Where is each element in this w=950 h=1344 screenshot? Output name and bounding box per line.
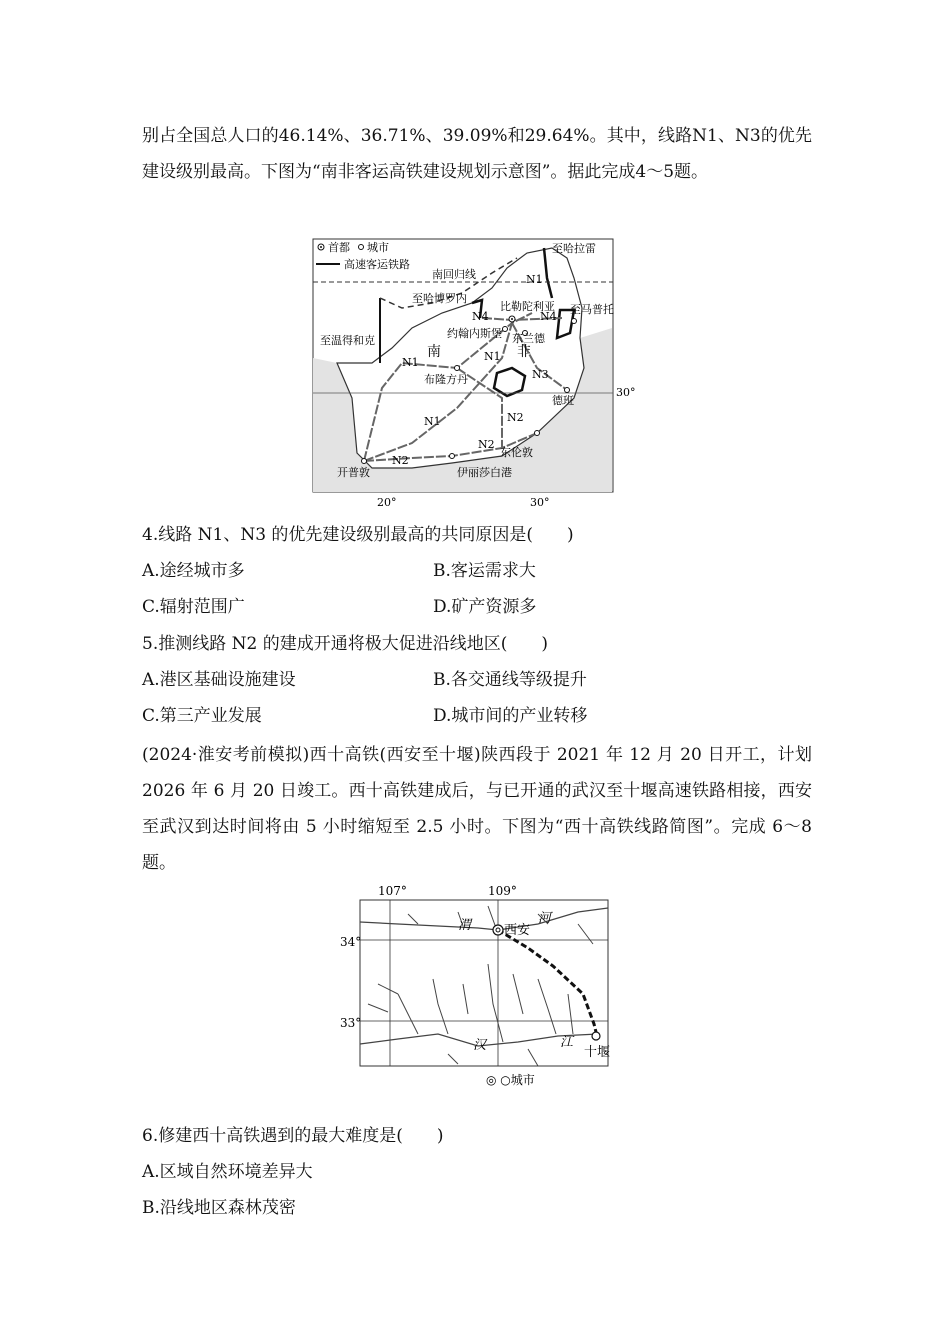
svg-text:约翰内斯堡: 约翰内斯堡 [447, 327, 502, 340]
q4-option-b[interactable]: B.客运需求大 [433, 561, 536, 581]
q4-option-a[interactable]: A.途经城市多 [142, 561, 245, 581]
q5-option-d[interactable]: D.城市间的产业转移 [433, 706, 588, 726]
svg-text:至马普托: 至马普托 [570, 303, 614, 316]
xi-shi-rail-map [338, 884, 618, 1094]
svg-text:34°: 34° [340, 935, 362, 949]
svg-text:至哈博罗内: 至哈博罗内 [412, 292, 467, 305]
svg-text:高速客运铁路: 高速客运铁路 [344, 258, 410, 271]
svg-text:20°: 20° [377, 496, 397, 509]
svg-text:N4: N4 [540, 310, 557, 323]
svg-text:德班: 德班 [552, 394, 574, 407]
svg-text:N4: N4 [472, 310, 489, 323]
svg-text:109°: 109° [488, 884, 517, 898]
svg-text:至温得和克: 至温得和克 [320, 334, 375, 347]
svg-text:首都: 首都 [328, 241, 350, 254]
q5-option-a[interactable]: A.港区基础设施建设 [142, 670, 296, 690]
svg-text:30°: 30° [616, 386, 636, 399]
lesotho-border [494, 368, 525, 396]
svg-text:南回归线: 南回归线 [432, 268, 476, 281]
south-africa-rail-map [312, 238, 642, 509]
svg-text:开普敦: 开普敦 [337, 466, 370, 479]
svg-text:非: 非 [517, 344, 531, 360]
intro2-paragraph: (2024·淮安考前模拟)西十高铁(西安至十堰)陕西段于 2021 年 12 月 20 日开工，计划 2026 年 6 月 20 日竣工。西十高铁建成后，与已开通的武汉至十堰高速铁路相接，西安至武汉到达时间将由 5 小时缩短至 2.5 小时。下图为“西十高铁线路简图”。完成 6～8 题。 [142, 745, 812, 873]
svg-text:N2: N2 [478, 438, 495, 451]
svg-text:西安: 西安 [504, 923, 531, 938]
svg-text:33°: 33° [340, 1016, 362, 1030]
svg-text:江: 江 [560, 1035, 574, 1050]
svg-text:十堰: 十堰 [584, 1045, 611, 1060]
q5-stem: 5.推测线路 N2 的建成开通将极大促进沿线地区( ) [142, 634, 548, 654]
svg-text:比勒陀利亚: 比勒陀利亚 [500, 300, 555, 313]
svg-text:◎ ○城市: ◎ ○城市 [486, 1073, 535, 1087]
svg-text:N2: N2 [392, 454, 409, 467]
svg-text:汉: 汉 [473, 1038, 487, 1053]
svg-text:伊丽莎白港: 伊丽莎白港 [457, 466, 512, 479]
svg-text:城市: 城市 [367, 241, 389, 254]
svg-text:布隆方丹: 布隆方丹 [424, 373, 468, 386]
q6-stem: 6.修建西十高铁遇到的最大难度是( ) [142, 1126, 444, 1146]
svg-text:N1: N1 [424, 415, 441, 428]
q5-option-c[interactable]: C.第三产业发展 [142, 706, 262, 726]
svg-text:河: 河 [538, 911, 552, 926]
svg-text:东伦敦: 东伦敦 [500, 446, 533, 459]
svg-text:至哈拉雷: 至哈拉雷 [552, 242, 596, 255]
svg-text:N1: N1 [484, 350, 501, 363]
svg-text:N3: N3 [532, 368, 549, 381]
svg-text:N1: N1 [402, 356, 419, 369]
svg-text:东兰德: 东兰德 [512, 332, 545, 345]
svg-text:南: 南 [427, 344, 441, 360]
svg-text:N1: N1 [526, 273, 543, 286]
q6-option-b[interactable]: B.沿线地区森林茂密 [142, 1198, 296, 1218]
svg-text:渭: 渭 [458, 918, 472, 933]
svg-text:N2: N2 [507, 411, 524, 424]
intro-paragraph: 别占全国总人口的46.14%、36.71%、39.09%和29.64%。其中，线路N1、N3的优先建设级别最高。下图为“南非客运高铁建设规划示意图”。据此完成4～5题。 [142, 126, 812, 182]
q6-option-a[interactable]: A.区域自然环境差异大 [142, 1162, 313, 1182]
q5-option-b[interactable]: B.各交通线等级提升 [433, 670, 587, 690]
q4-stem: 4.线路 N1、N3 的优先建设级别最高的共同原因是( ) [142, 525, 574, 545]
svg-text:30°: 30° [530, 496, 550, 509]
svg-text:107°: 107° [378, 884, 407, 898]
q4-option-c[interactable]: C.辐射范围广 [142, 597, 245, 617]
q4-option-d[interactable]: D.矿产资源多 [433, 597, 537, 617]
